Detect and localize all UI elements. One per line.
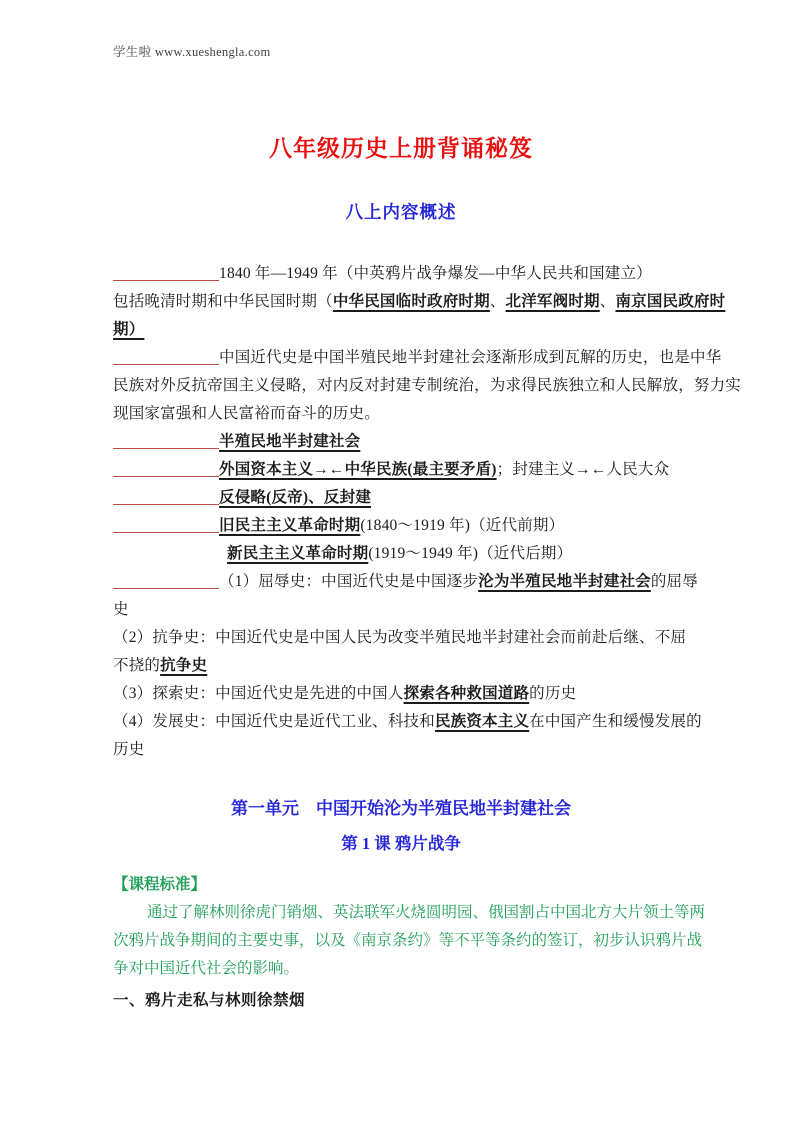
body-text: （4）发展史：中国近代史是近代工业、科技和 — [113, 713, 435, 730]
fill-in-blank-line — [113, 279, 219, 281]
overview-line — [113, 428, 689, 456]
unit-title: 第一单元 中国开始沦为半殖民地半封建社会 — [231, 799, 571, 818]
overview-section — [113, 260, 742, 764]
fill-in-blank-line — [113, 363, 219, 365]
site-header-watermark: 学生啦 www.xueshengla.com — [113, 45, 271, 59]
key-term-text: 南京国民政府时 — [615, 293, 726, 310]
body-text: （2）抗争史：中国近代史是中国人民为改变半殖民地半封建社会而前赴后继、不屈 — [113, 629, 687, 646]
course-standard-text — [113, 899, 706, 983]
body-text: 的屈辱 — [650, 573, 698, 590]
overview-line — [113, 316, 689, 344]
overview-line — [113, 456, 689, 484]
overview-line — [113, 344, 722, 372]
overview-line — [113, 288, 726, 316]
overview-line — [113, 400, 689, 428]
key-term-text: 探索各种救国道路 — [403, 685, 530, 702]
key-term-text: 期） — [113, 321, 145, 338]
doc-title: 八年级历史上册背诵秘笈 — [269, 136, 533, 161]
body-text: 中国近代史是中国半殖民地半封建社会逐渐形成到瓦解的历史，也是中华 — [219, 349, 722, 366]
section-heading: 一、鸦片走私与林则徐禁烟 — [113, 992, 306, 1009]
body-text: （3）探索史：中国近代史是先进的中国人 — [113, 685, 404, 702]
overview-line — [113, 708, 702, 736]
standard-line: 争对中国近代社会的影响。 — [113, 960, 300, 977]
overview-line — [113, 372, 742, 400]
overview-line — [113, 568, 698, 596]
body-text: ；封建主义→←人民大众 — [496, 461, 670, 478]
overview-line — [113, 484, 689, 512]
body-text: 的历史 — [529, 685, 577, 702]
key-term-text: 旧民主主义革命时期 — [219, 517, 361, 534]
key-term-text: 外国资本主义→←中华民族(最主要矛盾) — [219, 461, 497, 478]
fill-in-blank-line — [113, 503, 219, 505]
body-text: 不挠的 — [113, 657, 161, 674]
fill-in-blank-line — [113, 447, 219, 449]
lesson-title: 第 1 课 鸦片战争 — [341, 834, 461, 853]
body-text: 民族对外反抗帝国主义侵略，对内反对封建专制统治，为求得民族独立和人民解放，努力实 — [113, 377, 742, 394]
body-text: 史 — [113, 601, 129, 618]
body-text: 1840 年—1949 年（中英鸦片战争爆发—中华人民共和国建立） — [219, 265, 652, 282]
body-text: (1919～1949 年)（近代后期） — [368, 545, 573, 562]
body-text: （1）屈辱史：中国近代史是中国逐步 — [219, 573, 479, 590]
overview-line — [113, 736, 689, 764]
body-text: 包括晚清时期和中华民国时期（ — [113, 293, 333, 310]
key-term-text: 中华民国临时政府时期 — [332, 293, 490, 310]
key-term-text: 抗争史 — [160, 657, 208, 674]
key-term-text: 反侵略(反帝)、反封建 — [219, 489, 372, 506]
fill-in-blank-line — [113, 531, 219, 533]
body-text: 、 — [599, 293, 616, 310]
fill-in-blank-line — [113, 475, 219, 477]
key-term-text: 北洋军阀时期 — [505, 293, 600, 310]
standard-line: 次鸦片战争期间的主要史事，以及《南京条约》等不平等条约的签订，初步认识鸦片战 — [113, 932, 703, 949]
body-text: 在中国产生和缓慢发展的 — [529, 713, 702, 730]
key-term-text: 民族资本主义 — [434, 713, 530, 730]
doc-subtitle: 八上内容概述 — [345, 202, 457, 222]
overview-line — [113, 512, 689, 540]
body-text: 现国家富强和人民富裕而奋斗的历史。 — [113, 405, 380, 422]
key-term-text: 沦为半殖民地半封建社会 — [478, 573, 651, 590]
overview-line — [113, 680, 689, 708]
body-text: (1840～1919 年)（近代前期） — [360, 517, 565, 534]
overview-line — [113, 260, 689, 288]
overview-line — [113, 596, 689, 624]
document-content — [113, 0, 742, 1016]
body-text: 、 — [489, 293, 506, 310]
overview-line — [113, 624, 689, 652]
fill-in-blank-line — [113, 587, 219, 589]
key-term-text: 新民主主义革命时期 — [227, 545, 369, 562]
key-term-text: 半殖民地半封建社会 — [219, 433, 361, 450]
overview-line — [227, 540, 689, 568]
standard-line: 通过了解林则徐虎门销烟、英法联军火烧圆明园、俄国割占中国北方大片领土等两 — [147, 904, 706, 921]
overview-line — [113, 652, 689, 680]
course-standard-label: 【课程标准】 — [113, 876, 207, 893]
body-text: 历史 — [113, 741, 145, 758]
